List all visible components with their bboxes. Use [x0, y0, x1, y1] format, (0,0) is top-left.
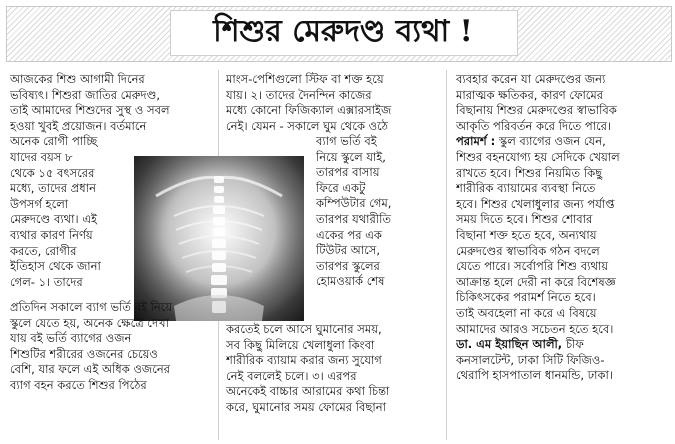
col1-line: অনেক রোগী পাচ্ছি [10, 134, 98, 149]
col2_right-line: নিয়ে স্কুলে যাই, [316, 149, 386, 164]
col1-line: আজকের শিশু আগামী দিনের [10, 72, 145, 86]
col3-line: ব্যবহার করেন যা মেরুদণ্ডের জন্য [456, 72, 606, 86]
col3-line: তাই অবহেলা না করে এ বিষয়ে [456, 305, 597, 320]
author-name: ডা. এম ইয়াছিন আলী, [456, 337, 563, 352]
col1-line: ভবিষ্যৎ। শিশুরা জাতির মেরুদণ্ড, [10, 87, 161, 102]
col1-line: মেরুদণ্ডে ব্যথা। এই [10, 212, 97, 227]
col2_right-line: হোমওয়ার্ক শেষ [316, 274, 385, 289]
column-2-side [316, 134, 444, 290]
col2_bottom-line: শারীরিক ব্যায়াম করার জন্য সুযোগ [226, 353, 382, 368]
col2_right-line: তারপর বাসায় [316, 165, 380, 180]
col1-line: যায় বই ভর্তি ব্যাগের ওজন [10, 331, 132, 346]
col1-line: শিশুটির শরীরের ওজনের চেয়েও [10, 346, 158, 361]
col1-line: উপসর্গ হলো [10, 196, 69, 211]
col2_right-line: একের পর এক [316, 227, 382, 242]
col2_bottom-line: করতেই চলে আসে ঘুমানোর সময়, [226, 322, 382, 336]
col2_right-line: ফিরে একটু [316, 180, 366, 195]
column-divider-2 [446, 70, 447, 440]
col1-line: বেশি, যার ফলে এই অধিক ওজনের [10, 362, 171, 377]
col1-line: ব্যাগ বহন করতে শিশুর পিঠের [10, 377, 147, 392]
advice-label: পরামর্শ : [456, 134, 496, 149]
col3-line: রাখতে হবে। শিশুর নিয়মিত কিছু [456, 165, 603, 180]
col3-line: যেতে পারে। সর্বোপরি শিশু ব্যথায় [456, 259, 609, 274]
col2_bottom-line: করে, ঘুমানোর সময় ফোমের বিছানা [226, 399, 386, 414]
col2_right-line: কম্পিউটার গেম, [316, 196, 392, 211]
column-2-upper [226, 72, 442, 134]
col2_bottom-line: সব কিছু মিলিয়ে খেলাধুলা কিংবা [226, 337, 375, 352]
col1-line: প্রতিদিন সকালে ব্যাগ ভর্তি বই নিয়ে [10, 300, 173, 314]
col2_top-line: মাংস-পেশিগুলো স্টিফ বা শক্ত হয়ে [226, 72, 384, 86]
col3-line: মারাত্মক ক্ষতিকর, কারণ ফোমের [456, 87, 604, 102]
col1-line: করতে, রোগীর [10, 243, 77, 258]
col1-line: মধ্যে, তাদের প্রধান [10, 181, 96, 196]
col2_right-line: ব্যাগ ভর্তি বই [316, 134, 377, 148]
col3-line: বিছানায় শিশুর মেরুদণ্ডের স্বাভাবিক [456, 103, 617, 118]
col2_bottom-line: অনেকেই বাচ্চার আরামের কথা চিন্তা [226, 384, 390, 399]
col2_right-line: তারপর যথারীতি [316, 211, 392, 226]
col3-line: কনসালটেন্ট, ঢাকা সিটি ফিজিও- [456, 352, 605, 367]
column-1-upper [10, 72, 216, 290]
col2_bottom-line: নেই বললেই চলে। ৩। এরপর [226, 368, 357, 383]
column-3 [456, 72, 671, 384]
col1-line: যাদের বয়স ৮ [10, 149, 73, 164]
col1-line: থেকে ১৫ বৎসরের [10, 165, 95, 180]
article-headline: শিশুর মেরুদণ্ড ব্যথা ! [213, 13, 473, 49]
col1-line: হওয়া খুবই প্রয়োজন। বর্তমানে [10, 118, 147, 133]
col1-line: তাই আমাদের শিশুদের সুস্থ ও সবল [10, 103, 170, 118]
col2_top-line: নেই। যেমন - সকালে ঘুম থেকে ওঠে [226, 118, 388, 133]
col3-line: আমাদের আরও সচেতন হতে হবে। [456, 321, 614, 336]
col3-line: শিশুর বহনযোগ্য হয় সেদিকে খেয়াল [456, 149, 620, 164]
column-1-lower [10, 300, 216, 394]
col3-line: শারীরিক ব্যায়ামের ব্যবস্থা নিতে [456, 181, 596, 196]
col1-line: ইতিহাস থেকে জানা [10, 259, 101, 274]
col2_top-line: যায়। ২। তাদের দৈনন্দিন কাজের [226, 87, 372, 102]
col3-line: সময় দিতে হবে। শিশুর শোবার [456, 212, 593, 227]
col3-line: চিকিৎসকের পরামর্শ নিতে হবে। [456, 290, 596, 305]
col3-line: আকৃতি পরিবর্তন করে দিতে পারে। [456, 118, 612, 133]
col1-line: স্কুলে যেতে হয়, অনেক ক্ষেত্রে দেখা [10, 315, 169, 330]
col3-line: হবে। শিশুর খেলাধুলার জন্য পর্যাপ্ত [456, 196, 615, 211]
col2_right-line: তারপর স্কুলের [316, 258, 380, 273]
col3-line: ডা. এম ইয়াছিন আলী, চীফ [456, 337, 584, 352]
col3-line: বিছানা শক্ত হতে হবে, অন্যথায় [456, 227, 597, 242]
col2_top-line: মধ্যে কোনো ফিজিক্যাল এক্সারসাইজ [226, 103, 392, 118]
col3-line: থেরাপি হাসপাতাল ধানমন্ডি, ঢাকা। [456, 368, 613, 383]
col1-line: ব্যথার কারণ নির্ণয় [10, 227, 93, 242]
col3-line: মেরুদণ্ডের স্বাভাবিক গঠন বদলে [456, 243, 600, 258]
column-2-lower [226, 322, 442, 416]
col3-line: পরামর্শ : স্কুল ব্যাগের ওজন যেন, [456, 134, 606, 149]
col3-line: আক্রান্ত হলে দেরী না করে বিশেষজ্ঞ [456, 274, 616, 289]
col2_right-line: টিউটর আসে, [316, 243, 381, 258]
col1-line: গেল- ১। তাদের [10, 274, 83, 289]
